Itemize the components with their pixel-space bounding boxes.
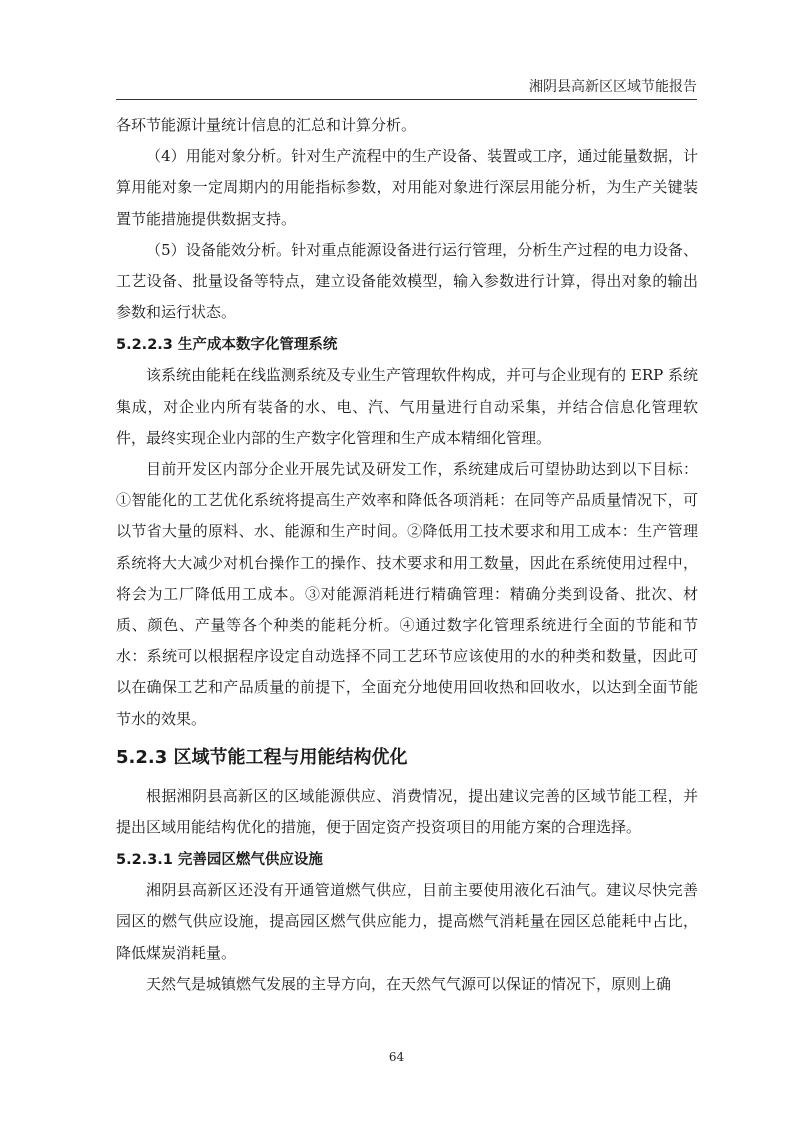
paragraph-natural-gas-direction: 天然气是城镇燃气发展的主导方向，在天然气气源可以保证的情况下，原则上确 [146, 974, 672, 993]
document-body [116, 110, 698, 1000]
paragraph-energy-object-analysis: （4）用能对象分析。针对生产流程中的生产设备、装置或工序，通过能量数据，计算用能对象一定周期内的用能指标参数，对用能对象进行深层用能分析，为生产关键装置节能措施提供数据支持。 [116, 147, 698, 228]
paragraph-gas-supply-facilities: 湘阴县高新区还没有开通管道燃气供应，目前主要使用液化石油气。建议尽快完善园区的燃气供应设施，提高园区燃气供应能力，提高燃气消耗量在园区总能耗中占比，降低煤炭消耗量。 [116, 881, 698, 962]
report-header-title: 湘阴县高新区区域节能报告 [529, 79, 697, 95]
paragraph-system-goals: 目前开发区内部分企业开展先试及研发工作，系统建成后可望协助达到以下目标：①智能化的工艺优化系统将提高生产效率和降低各项消耗：在同等产品质量情况下，可以节省大量的原料、水、能源和生产时间。②降低用工技术要求和用工成本：生产管理系统将大大减少对机台操作工的操作、技术要求和用工数量，因此在系统使用过程中，将会为工厂降低用工成本。③对能源消耗进行精确管理：精确分类到设备、批次、材质、颜色、产量等各个种类的能耗分析。④通过数字化管理系统进行全面的节能和节水：系统可以根据程序设定自动选择不同工艺环节应该使用的水的种类和数量，因此可以在确保工艺和产品质量的前提下，全面充分地使用回收热和回收水，以达到全面节能节水的效果。 [116, 460, 698, 728]
page-number: 64 [388, 1050, 405, 1064]
paragraph-equipment-efficiency-analysis: （5）设备能效分析。针对重点能源设备进行运行管理，分析生产过程的电力设备、工艺设备、批量设备等特点，建立设备能效模型，输入参数进行计算，得出对象的输出参数和运行状态。 [116, 240, 698, 322]
header-divider [116, 99, 697, 100]
paragraph-system-composition: 该系统由能耗在线监测系统及专业生产管理软件构成，并可与企业现有的 ERP 系统集成，对企业内所有装备的水、电、汽、气用量进行自动采集，并结合信息化管理软件，最终实现企业内部的生产数字化管理和生产成本精细化管理。 [116, 366, 698, 447]
paragraph-regional-energy-projects: 根据湘阴县高新区的区域能源供应、消费情况，提出建议完善的区域节能工程，并提出区域用能结构优化的措施，便于固定资产投资项目的用能方案的合理选择。 [116, 786, 698, 837]
heading-5-2-2-3: 5.2.2.3 生产成本数字化管理系统 [116, 337, 338, 354]
heading-5-2-3-1: 5.2.3.1 完善园区燃气供应设施 [116, 852, 323, 869]
paragraph-energy-metering-summary: 各环节能源计量统计信息的汇总和计算分析。 [116, 116, 417, 134]
heading-5-2-3: 5.2.3 区域节能工程与用能结构优化 [116, 746, 408, 768]
